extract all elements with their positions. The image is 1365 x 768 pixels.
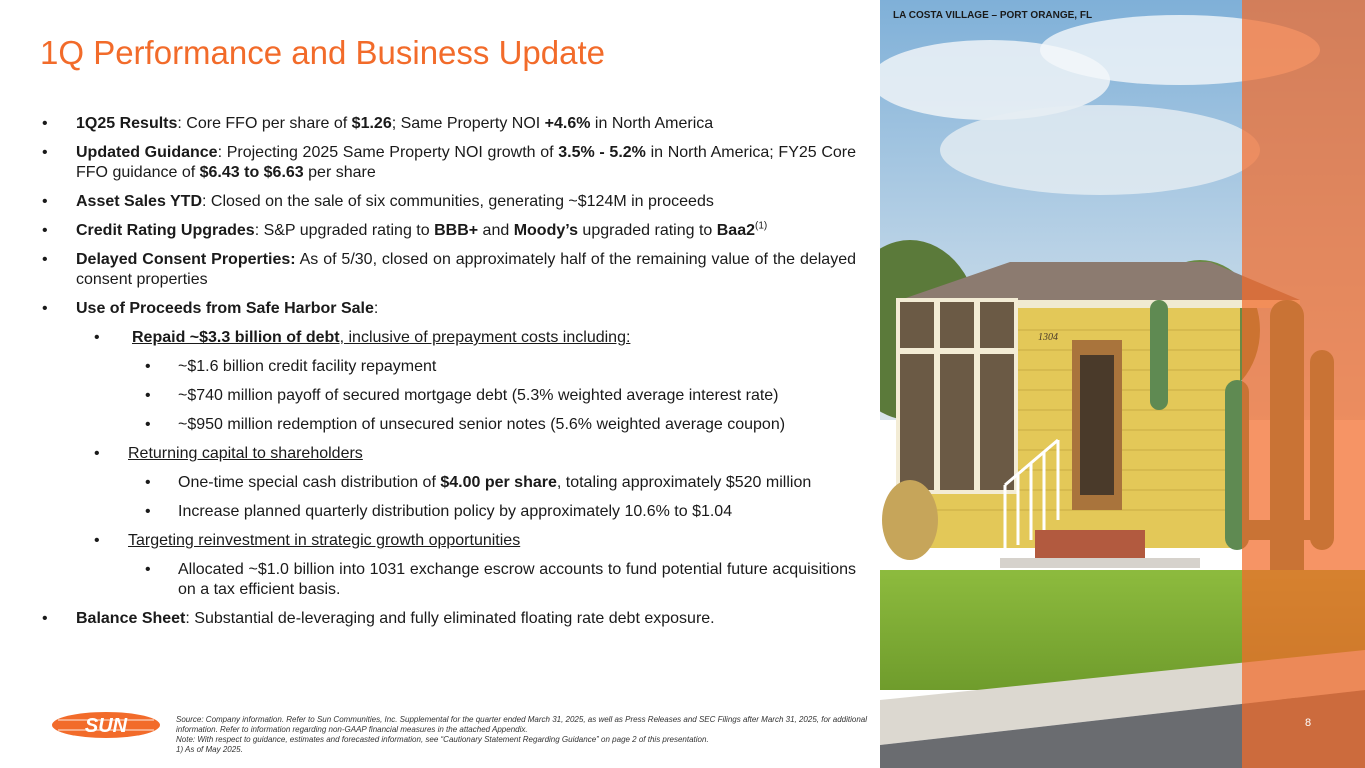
bullet-asset-sales: • Asset Sales YTD: Closed on the sale of six communities, generating ~$124M in proceeds	[42, 193, 714, 210]
bullet-marker: •	[145, 387, 151, 404]
sub-bullet-returning-capital: • Returning capital to shareholders	[94, 445, 363, 462]
footnote-source: Source: Company information. Refer to Sun Communities, Inc. Supplemental for the quarter ended March 31, 2025, as well as Press Releases and SEC Filings after March 31, 2025, for additional information. Refer to information regarding non-GAAP financial measures in the attached Appendix.	[176, 715, 868, 734]
bullet-use-of-proceeds: • Use of Proceeds from Safe Harbor Sale:	[42, 300, 379, 317]
bullet-marker: •	[42, 144, 48, 161]
sub-sub-bullet-1031-exchange: • Allocated ~$1.0 billion into 1031 exchange escrow accounts to fund potential future acquisitions on a tax efficient basis.	[145, 561, 856, 598]
bullet-1q25-results: • 1Q25 Results: Core FFO per share of $1.26; Same Property NOI +4.6% in North America	[42, 115, 714, 132]
source-footnote	[176, 715, 876, 755]
page-title: 1Q Performance and Business Update	[40, 34, 605, 71]
bullet-credit-rating: • Credit Rating Upgrades: S&P upgraded rating to BBB+ and Moody’s upgraded rating to Baa2$^{(1)}$	[42, 220, 768, 239]
bullet-heading: Delayed Consent Properties:	[76, 251, 296, 268]
sub-bullet-reinvestment: • Targeting reinvestment in strategic growth opportunities	[94, 532, 521, 549]
footnote-1: 1) As of May 2025.	[176, 745, 243, 754]
bullet-marker: •	[42, 222, 48, 239]
bullet-heading: Asset Sales YTD	[76, 193, 202, 210]
sun-logo-text: SUN	[84, 715, 128, 737]
footnote-ref: (1)	[755, 220, 768, 232]
bullet-marker: •	[42, 610, 48, 627]
bullet-marker: •	[42, 115, 48, 132]
sub-sub-bullet-senior-notes: • ~$950 million redemption of unsecured senior notes (5.6% weighted average coupon)	[145, 416, 786, 433]
bullet-marker: •	[94, 445, 100, 462]
bullet-heading: Balance Sheet	[76, 610, 186, 627]
community-photo	[880, 0, 1365, 768]
bullet-list	[40, 114, 856, 638]
house-photo-illustration	[880, 0, 1365, 768]
sub-bullet-repaid-debt: • Repaid ~$3.3 billion of debt, inclusive of prepayment costs including:	[94, 329, 631, 346]
bullet-heading: 1Q25 Results	[76, 115, 178, 132]
bullet-marker: •	[42, 300, 48, 317]
house-number: 1304	[1038, 332, 1058, 343]
bullet-updated-guidance: • Updated Guidance: Projecting 2025 Same Property NOI growth of 3.5% - 5.2% in North America; FY25 Core FFO guidance of $6.43 to $6.63 per share	[42, 144, 857, 181]
bullet-delayed-consent: • Delayed Consent Properties: As of 5/30, closed on approximately half of the remaining value of the delayed consent properties	[42, 251, 856, 288]
sub-sub-bullet-quarterly-distribution: • Increase planned quarterly distribution policy by approximately 10.6% to $1.04	[145, 503, 733, 520]
sub-sub-bullet-special-distribution: • One-time special cash distribution of $4.00 per share, totaling approximately $520 million	[145, 474, 812, 491]
sub-sub-bullet-credit-facility: • ~$1.6 billion credit facility repayment	[145, 358, 437, 375]
sun-logo-mark	[50, 710, 162, 740]
bullet-marker: •	[145, 503, 151, 520]
bullet-heading: Updated Guidance	[76, 144, 218, 161]
bullet-balance-sheet: • Balance Sheet: Substantial de-leveraging and fully eliminated floating rate debt exposure.	[42, 610, 715, 627]
bullet-heading: Use of Proceeds from Safe Harbor Sale	[76, 300, 374, 317]
bullet-marker: •	[94, 532, 100, 549]
bullet-marker: •	[94, 329, 100, 346]
photo-caption: LA COSTA VILLAGE – PORT ORANGE, FL	[893, 10, 1093, 21]
bullet-marker: •	[145, 474, 151, 491]
bullet-marker: •	[145, 416, 151, 433]
bullet-marker: •	[145, 561, 151, 578]
sub-sub-bullet-mortgage-payoff: • ~$740 million payoff of secured mortgage debt (5.3% weighted average interest rate)	[145, 387, 779, 404]
bullet-marker: •	[42, 251, 48, 268]
bullet-marker: •	[145, 358, 151, 375]
footnote-note: Note: With respect to guidance, estimates and forecasted information, see “Cautionary Statement Regarding Guidance” on page 2 of this presentation.	[176, 735, 709, 744]
sun-logo	[50, 710, 162, 745]
page-number: 8	[1305, 717, 1312, 729]
bullet-marker: •	[42, 193, 48, 210]
bullet-heading: Credit Rating Upgrades	[76, 222, 255, 239]
